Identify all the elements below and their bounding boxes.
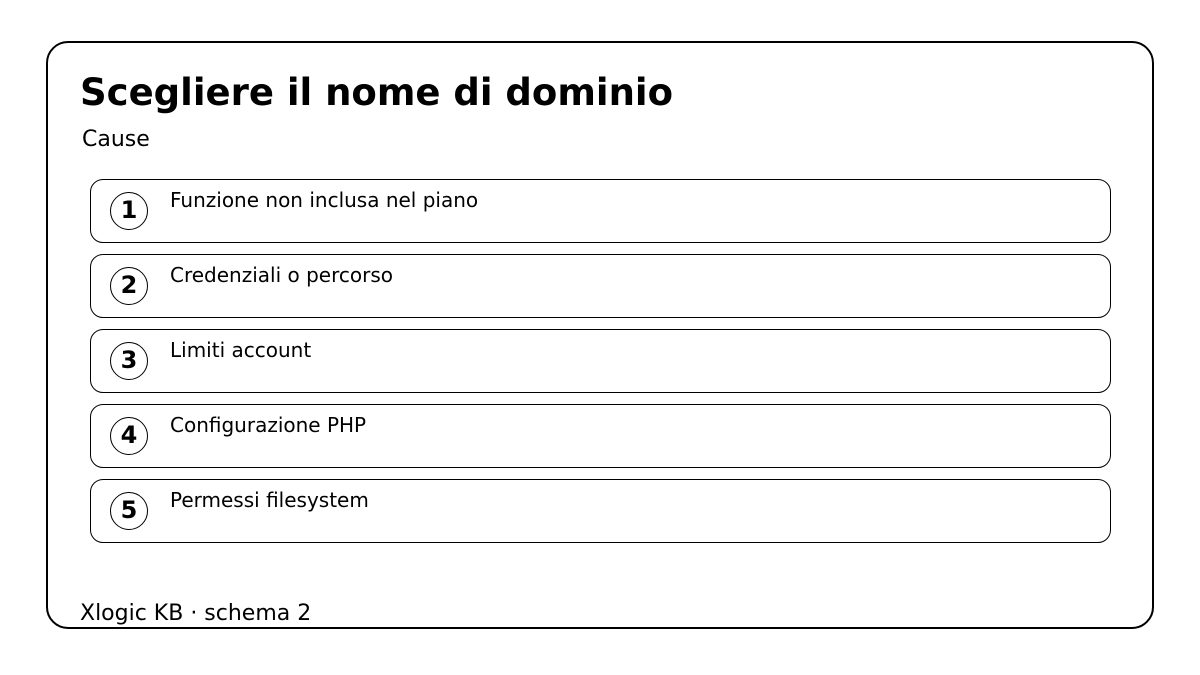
cause-number-badge: 5	[110, 492, 148, 530]
cause-label: Configurazione PHP	[170, 413, 367, 437]
cause-list	[90, 179, 1111, 554]
cause-number-badge: 2	[110, 267, 148, 305]
cause-item-5	[90, 479, 1111, 543]
cause-number-badge: 4	[110, 417, 148, 455]
cause-label: Funzione non inclusa nel piano	[170, 188, 479, 212]
cause-label: Permessi filesystem	[170, 488, 369, 512]
diagram-title: Scegliere il nome di dominio	[80, 71, 674, 114]
cause-label: Limiti account	[170, 338, 312, 362]
diagram-subtitle: Cause	[82, 127, 150, 152]
cause-item-3	[90, 329, 1111, 393]
cause-number-badge: 1	[110, 192, 148, 230]
cause-item-2	[90, 254, 1111, 318]
cause-item-4	[90, 404, 1111, 468]
diagram-footer: Xlogic KB · schema 2	[80, 601, 312, 626]
cause-item-1	[90, 179, 1111, 243]
cause-number-badge: 3	[110, 342, 148, 380]
cause-label: Credenziali o percorso	[170, 263, 393, 287]
